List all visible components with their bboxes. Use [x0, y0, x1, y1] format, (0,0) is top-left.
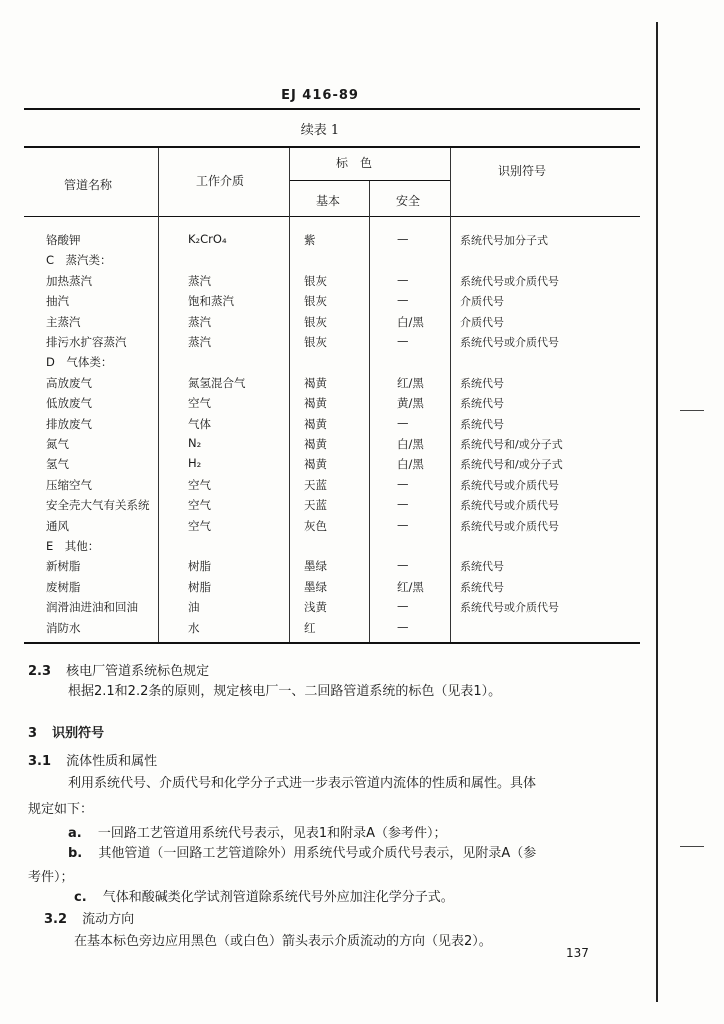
table-row: [0, 273, 640, 293]
row-basic-color: 褐黄: [304, 437, 327, 451]
list-item-c: [74, 886, 454, 905]
section-number: 3.2: [44, 912, 68, 927]
section-number: 2.3: [28, 664, 52, 679]
row-safety-color: —: [397, 599, 409, 614]
section-number: 3.1: [28, 754, 52, 769]
row-ident-symbol: 系统代号加分子式: [460, 234, 548, 247]
row-basic-color: 浅黄: [304, 600, 327, 615]
list-item-b-cont: 考件）；: [28, 870, 74, 885]
row-basic-color: 银灰: [304, 335, 327, 349]
table-row: [0, 620, 640, 640]
header-medium: 工作介质: [196, 174, 245, 188]
row-basic-color: 银灰: [304, 273, 327, 288]
list-marker: c.: [74, 890, 87, 905]
row-medium: 氮氢混合气: [188, 375, 246, 390]
page-right-edge-rule: [656, 22, 658, 1002]
section-title: 流动方向: [82, 912, 135, 927]
table-row: [0, 375, 640, 395]
list-item-b: [68, 842, 536, 861]
row-ident-symbol: 系统代号或介质代号: [460, 336, 559, 349]
list-item-text: 一回路工艺管道用系统代号表示，见表1和附录A（参考件）；: [97, 826, 447, 841]
section-2-3-heading: [28, 660, 209, 679]
section-title: 识别符号: [52, 726, 105, 741]
section-title: 核电厂管道系统标色规定: [66, 664, 210, 679]
table-row: [0, 354, 640, 374]
row-pipe-name: 消防水: [46, 620, 81, 635]
row-safety-color: 红/黑: [397, 579, 424, 594]
row-ident-symbol: 系统代号和/或分子式: [460, 438, 563, 451]
table-row: [0, 416, 640, 436]
row-safety-color: —: [397, 293, 409, 308]
table-top-rule: [24, 146, 640, 148]
row-pipe-name: D 气体类：: [46, 355, 113, 370]
row-basic-color: 银灰: [304, 314, 327, 329]
list-item-a: [68, 822, 447, 841]
row-pipe-name: 废树脂: [46, 579, 81, 594]
row-medium: 蒸汽: [188, 314, 211, 329]
page-number: 137: [566, 946, 589, 960]
table-row: [0, 477, 640, 497]
row-pipe-name: 低放废气: [46, 396, 92, 411]
edge-mark: [680, 846, 704, 847]
row-medium: 空气: [188, 498, 211, 513]
row-medium: H₂: [188, 456, 202, 471]
row-medium: 空气: [188, 518, 211, 533]
row-safety-color: —: [397, 497, 409, 512]
row-safety-color: —: [397, 415, 409, 430]
row-ident-symbol: 系统代号或介质代号: [460, 499, 559, 513]
row-ident-symbol: 系统代号: [460, 417, 504, 431]
row-medium: 饱和蒸汽: [188, 294, 234, 309]
row-medium: 油: [188, 600, 200, 615]
row-basic-color: 褐黄: [304, 396, 327, 411]
row-pipe-name: 铬酸钾: [46, 233, 81, 247]
list-item-text: 气体和酸碱类化学试剂管道除系统代号外应加注化学分子式。: [102, 890, 454, 905]
list-marker: b.: [68, 846, 83, 861]
row-ident-symbol: 系统代号: [460, 397, 504, 411]
edge-mark: [680, 410, 704, 411]
row-ident-symbol: 系统代号: [460, 560, 504, 574]
section-2-3-body: 根据2.1和2.2条的原则，规定核电厂一、二回路管道系统的标色（见表1）。: [68, 684, 502, 699]
row-ident-symbol: 介质代号: [460, 315, 504, 329]
row-pipe-name: 安全壳大气有关系统: [46, 498, 150, 513]
row-safety-color: —: [397, 619, 409, 634]
list-item-text: 其他管道（一回路工艺管道除外）用系统代号或介质代号表示，见附录A（参: [98, 846, 537, 861]
row-basic-color: 褐黄: [304, 416, 327, 431]
table-title: 续表 1: [300, 123, 340, 138]
row-safety-color: —: [397, 232, 409, 246]
row-basic-color: 天蓝: [304, 498, 327, 513]
table-row: [0, 456, 640, 476]
table-row: [0, 538, 640, 558]
row-medium: N₂: [188, 436, 202, 450]
row-medium: 空气: [188, 477, 211, 492]
row-safety-color: —: [397, 476, 409, 491]
table-row: [0, 314, 640, 334]
row-safety-color: —: [397, 334, 409, 348]
table-bottom-rule: [24, 642, 640, 644]
row-basic-color: 银灰: [304, 294, 327, 309]
section-3-1-body-cont: 规定如下：: [28, 802, 94, 817]
row-pipe-name: 润滑油进油和回油: [46, 600, 138, 615]
color-subheader-rule: [290, 180, 450, 181]
table-row: [0, 252, 640, 272]
row-basic-color: 墨绿: [304, 559, 327, 574]
row-basic-color: 灰色: [304, 518, 327, 533]
section-3-1-heading: [28, 750, 157, 769]
row-basic-color: 褐黄: [304, 375, 327, 390]
row-pipe-name: 氢气: [46, 457, 69, 472]
row-ident-symbol: 系统代号或介质代号: [460, 478, 559, 492]
section-3-2-body: 在基本标色旁边应用黑色（或白色）箭头表示介质流动的方向（见表2）。: [74, 934, 492, 949]
header-basic-color: 基本: [316, 194, 341, 208]
row-pipe-name: E 其他：: [46, 539, 100, 553]
list-marker: a.: [68, 826, 82, 841]
table-row: [0, 518, 640, 538]
row-safety-color: —: [397, 272, 409, 287]
header-ident-symbol: 识别符号: [498, 164, 547, 178]
row-basic-color: 褐黄: [304, 457, 327, 472]
row-pipe-name: 抽汽: [46, 294, 69, 309]
row-medium: 空气: [188, 396, 211, 411]
row-pipe-name: C 蒸汽类：: [46, 253, 112, 268]
row-safety-color: —: [397, 517, 409, 532]
row-medium: 树脂: [188, 559, 211, 574]
table-row: [0, 232, 640, 252]
row-medium: 树脂: [188, 579, 211, 594]
section-title: 流体性质和属性: [66, 754, 158, 769]
section-3-2-heading: [44, 908, 134, 927]
table-row: [0, 293, 640, 313]
row-pipe-name: 主蒸汽: [46, 314, 81, 329]
header-safety-color: 安全: [396, 194, 421, 208]
row-basic-color: 墨绿: [304, 579, 327, 594]
table-row: [0, 579, 640, 599]
row-medium: 蒸汽: [188, 273, 211, 288]
row-ident-symbol: 系统代号: [460, 376, 504, 390]
row-pipe-name: 通风: [46, 518, 69, 533]
row-medium: K₂CrO₄: [188, 232, 227, 246]
header-rule: [24, 108, 640, 110]
row-basic-color: 红: [304, 620, 316, 635]
row-medium: 水: [188, 620, 200, 635]
header-pipe-name: 管道名称: [64, 178, 113, 192]
row-pipe-name: 排污水扩容蒸汽: [46, 335, 127, 349]
table-row: [0, 497, 640, 517]
row-ident-symbol: 系统代号或介质代号: [460, 601, 559, 615]
row-basic-color: 天蓝: [304, 477, 327, 492]
table-row: [0, 599, 640, 619]
header-color: 标 色: [336, 156, 373, 170]
row-ident-symbol: 系统代号或介质代号: [460, 519, 559, 533]
row-safety-color: 白/黑: [397, 314, 424, 329]
table-row: [0, 558, 640, 578]
row-safety-color: 白/黑: [397, 457, 424, 472]
row-pipe-name: 压缩空气: [46, 477, 92, 492]
row-medium: 蒸汽: [188, 335, 211, 349]
row-pipe-name: 加热蒸汽: [46, 273, 92, 288]
table-row: [0, 395, 640, 415]
table-row: [0, 436, 640, 456]
section-3-1-body: 利用系统代号、介质代号和化学分子式进一步表示管道内流体的性质和属性。具体: [68, 776, 537, 791]
row-safety-color: —: [397, 558, 409, 573]
row-basic-color: 紫: [304, 233, 316, 247]
table-row: [0, 334, 640, 354]
row-safety-color: 白/黑: [397, 437, 424, 451]
row-medium: 气体: [188, 416, 211, 431]
row-ident-symbol: 系统代号或介质代号: [460, 274, 559, 288]
document-code: EJ 416-89: [281, 88, 359, 103]
row-safety-color: 红/黑: [397, 375, 424, 390]
row-pipe-name: 高放废气: [46, 375, 92, 390]
row-ident-symbol: 系统代号: [460, 580, 504, 594]
row-pipe-name: 新树脂: [46, 559, 81, 574]
table-header-bottom-rule: [24, 216, 640, 217]
section-number: 3: [28, 726, 38, 741]
row-ident-symbol: 系统代号和/或分子式: [460, 458, 563, 472]
row-pipe-name: 氮气: [46, 437, 69, 451]
section-3-heading: [28, 722, 104, 741]
row-ident-symbol: 介质代号: [460, 295, 504, 309]
row-pipe-name: 排放废气: [46, 416, 92, 431]
row-safety-color: 黄/黑: [397, 396, 424, 411]
